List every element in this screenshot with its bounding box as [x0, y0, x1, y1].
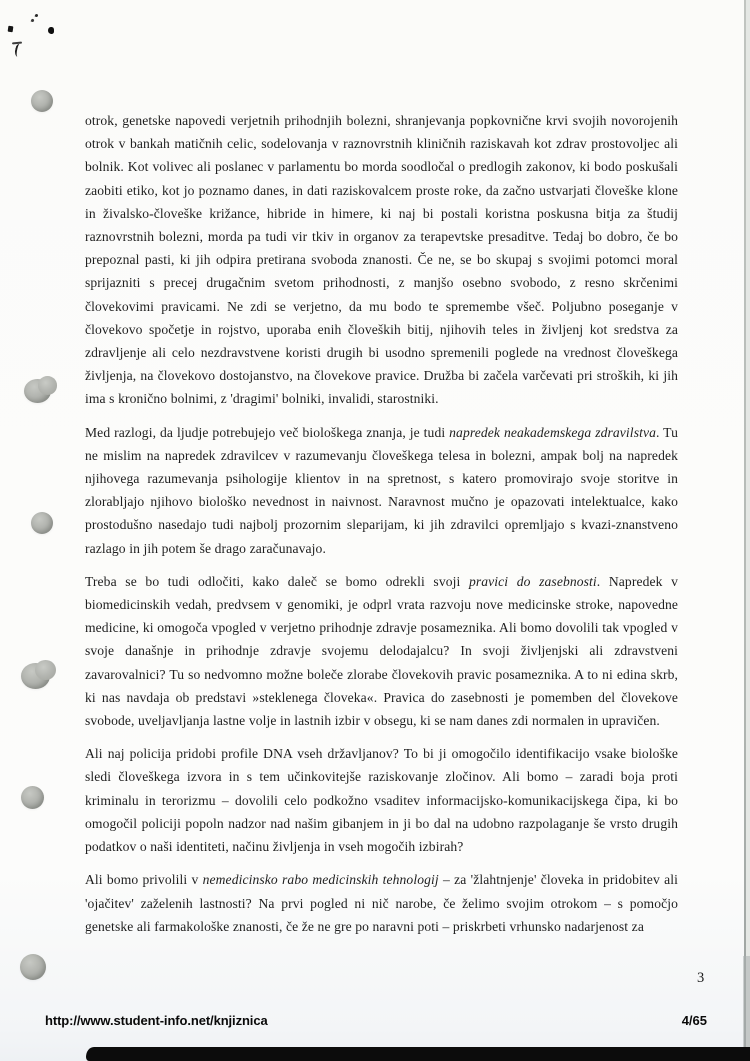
text-run: Treba se bo tudi odločiti, kako daleč se bomo odrekli svoji: [85, 573, 469, 589]
paragraph: [85, 109, 678, 411]
paragraph: [85, 421, 678, 560]
ink-mark: [35, 14, 39, 18]
ink-mark: [14, 43, 24, 57]
paragraph: [85, 570, 678, 732]
text-run: Ali bomo privolili v: [85, 872, 203, 888]
footer-page-indicator: 4/65: [681, 1013, 707, 1028]
footer-url-text: http://www.student-info.net/knjiznica: [45, 1013, 268, 1028]
text-run: . Napredek v biomedicinskih vedah, predvsem v genomiki, je odprl vrata razvoju nove medicinske stroke, napovedne medicine, ki omogoča vpogled v verjetno prihodnje zdravje posameznika. Ali bomo dovolili tak vpogled v svoje današnje in prihodnje zdravje svojemu delodajalcu? In svoji življenjski ali zdravstveni zavarovalnici? Tu so nedvomno možne boleče zlorabe človekovih pravic posameznika. A to ni edina skrb, ki nas navdaja ob predstavi »steklenega človeka«. Pravica do zasebnosti je pomemben del človekove svobode, uveljavljanja lastne volje in lastnih izbir v obsegu, ki se nam danes zdi normalen in upravičen.: [85, 573, 678, 729]
punch-hole-mark: [21, 786, 44, 809]
ink-mark: [48, 27, 54, 34]
scan-right-margin: [746, 0, 750, 1061]
punch-hole-mark: [20, 954, 46, 980]
scan-right-edge-line: [744, 0, 746, 1061]
punch-hole-mark: [21, 663, 50, 689]
italic-text-run: napredek neakademskega zdravilstva: [449, 424, 656, 440]
text-run: . Tu ne mislim na napredek zdravilcev v razumevanju človeškega telesa in bolezni, ampak bolj na napredek njihovega razumevanja psihologije klientov in na spretnost, s katero promovirajo svoje storitve in zlorabljajo njihovo biološko nevednost in naivnost. Naravnost mučno je opazovati intelektualce, kako prostodušno nasedajo tudi najbolj prozornim sleparijam, ki jih zdravilci opremljajo s kvazi-znanstveno razlago in jih potem še drago zaračunavajo.: [85, 424, 678, 556]
text-run: – za 'žlahtnjenje' človeka in pridobitev ali 'ojačitev' zaželenih lastnosti? Na prvi pogled ni nič narobe, če želimo svojim otrokom – s pomočjo genetske ali farmakološke znanosti, če že ne gre po naravni poti – priskrbeti vrhunsko nadarjenost za: [85, 872, 678, 934]
text-run: Med razlogi, da ljudje potrebujejo več biološkega znanja, je tudi: [85, 424, 450, 440]
text-run: otrok, genetske napovedi verjetnih prihodnjih bolezni, shranjevanja popkovnične krvi svojih novorojenih otrok v bankah matičnih celic, sodelovanja v raznovrstnih kliničnih raziskavah kot zdrav prostovoljec ali bolnik. Kot volivec ali poslanec v parlamentu bo morda soodločal o predlogih zakonov, ki bodo poskušali zaobiti etiko, kot jo poznamo danes, in dati raziskovalcem proste roke, da začno ustvarjati človeške klone in živalsko-človeške križance, hibride in himere, ki naj bi postali koristna poskusna bitja za študij raznovrstnih bolezni, morda pa tudi vir tkiv in organov za terapevtske presaditve. Tedaj bo dobro, če bo prepoznal pasti, ki jih odpira pretirana svoboda znanosti. Če ne, se bo skupaj s svojimi potomci moral sprijazniti s precej drugačnim svetom prihodnosti, z manjšo osebno svobodo, z resno skrčenimi človekovimi pravicami. Ne zdi se verjetno, da mu bodo te spremembe všeč. Poljubno poseganje v človekovo spočetje in rojstvo, uporaba enih človeških bitij, njihovih teles in življenj kot sredstva za zdravljenje ali celo nezdravstvene koristi drugih bi usodno spremenili poglede na vrednost človeškega življenja, na človekovo dostojanstvo, na človekove pravice. Družba bi začela varčevati pri stroških, ki jih ima s kronično bolnimi, z 'dragimi' bolniki, invalidi, starostniki.: [85, 113, 678, 407]
scan-bottom-bar: [86, 1047, 750, 1061]
punch-hole-mark: [31, 90, 53, 112]
text-block: [85, 109, 678, 948]
text-run: Ali naj policija pridobi profile DNA vseh državljanov? To bi ji omogočilo identifikacijo vsake biološke sledi človeškega izvora in s tem učinkovitejše raziskovanje zločinov. Ali bomo – zaradi boja proti kriminalu in terorizmu – dovolili celo podkožno vsaditev informacijsko-komunikacijskega čipa, ki bo omogočil policiji popoln nadzor nad našim gibanjem in ji bo dal na udobno razpolaganje še vrsto drugih podatkov o naši identiteti, načinu življenja in vseh mogočih izbirah?: [85, 746, 678, 855]
punch-hole-mark: [31, 512, 53, 534]
italic-text-run: nemedicinsko rabo medicinskih tehnologij: [202, 872, 439, 888]
punch-hole-mark: [24, 379, 51, 403]
page-number: 3: [697, 970, 705, 986]
ink-mark: [8, 26, 14, 33]
paragraph: [85, 868, 678, 938]
scan-right-edge-shadow: [743, 956, 750, 1061]
paragraph: [85, 742, 678, 858]
italic-text-run: pravici do zasebnosti: [468, 573, 597, 589]
